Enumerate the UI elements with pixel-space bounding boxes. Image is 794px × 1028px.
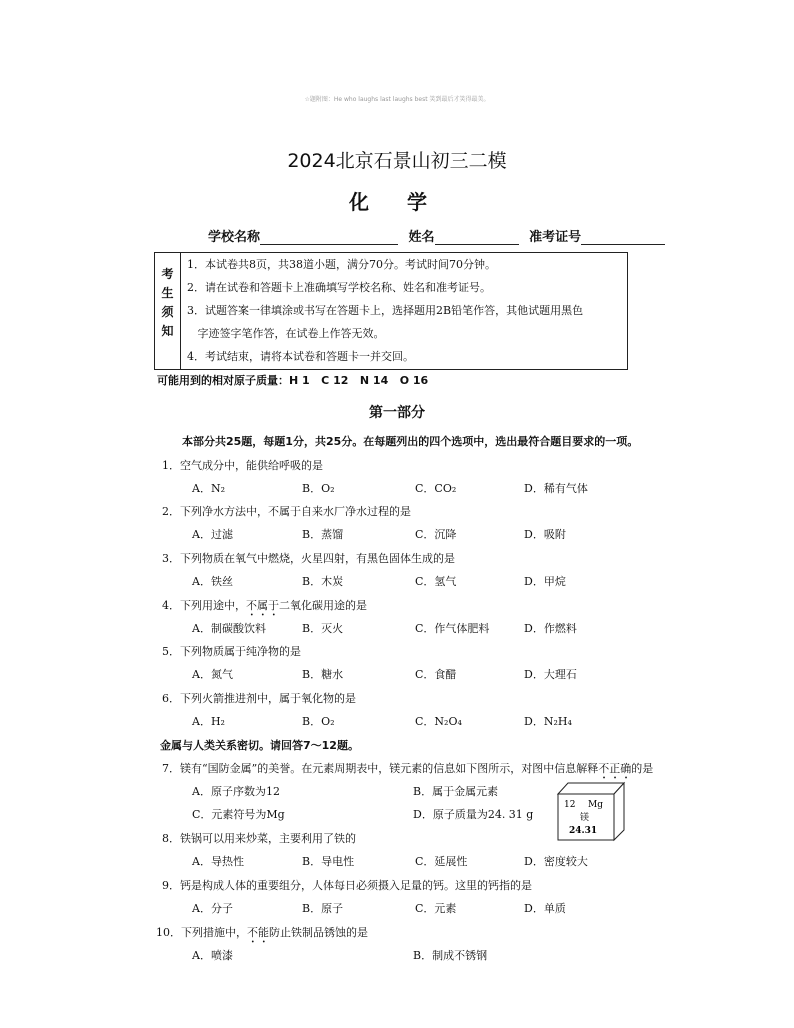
option-d: D．作燃料 bbox=[524, 622, 577, 635]
exam-title: 2024北京石景山初三二模 bbox=[287, 150, 507, 172]
question-stem: 2．下列净水方法中，不属于自来水厂净水过程的是 bbox=[162, 505, 411, 518]
magnesium-element-card bbox=[556, 780, 626, 842]
option-a: A．氮气 bbox=[192, 668, 233, 681]
question-stem bbox=[156, 924, 368, 946]
stem-text: 的是 bbox=[631, 762, 654, 775]
school-blank[interactable] bbox=[260, 230, 398, 245]
option-a: A．原子序数为12 bbox=[192, 785, 280, 798]
notice-line: 3．试题答案一律填涂或书写在答题卡上，选择题用2B铅笔作答，其他试题用黑色 bbox=[187, 304, 584, 317]
question-stem: 3．下列物质在氧气中燃烧，火星四射，有黑色固体生成的是 bbox=[162, 552, 455, 565]
stem-text: 防止铁制品锈蚀的是 bbox=[269, 926, 368, 939]
notice-header-char: 知 bbox=[161, 324, 174, 338]
notice-header bbox=[155, 253, 181, 369]
name-blank[interactable] bbox=[435, 230, 519, 245]
option-b: B．蒸馏 bbox=[302, 528, 344, 541]
element-name: 镁 bbox=[580, 813, 590, 823]
option-b: B．糖水 bbox=[302, 668, 344, 681]
option-a: A．制碳酸饮料 bbox=[192, 622, 266, 635]
option-a: A．N₂ bbox=[192, 482, 225, 495]
notice-line: 字迹签字笔作答，在试卷上作答无效。 bbox=[187, 327, 385, 340]
emphasis-text: 不能 bbox=[247, 926, 269, 939]
student-info-line bbox=[208, 226, 665, 245]
option-c: C．延展性 bbox=[415, 855, 468, 868]
question-stem bbox=[162, 597, 367, 619]
exam-number-label: 准考证号 bbox=[529, 230, 582, 245]
option-a: A．导热性 bbox=[192, 855, 244, 868]
stem-text: 二氧化碳用途的是 bbox=[279, 599, 367, 612]
element-symbol: Mg bbox=[588, 800, 603, 810]
option-c: C．作气体肥料 bbox=[415, 622, 490, 635]
candidate-notice-box bbox=[154, 252, 628, 370]
option-d: D．原子质量为24. 31 g bbox=[413, 808, 534, 821]
notice-header-char: 须 bbox=[161, 305, 174, 319]
option-c: C．N₂O₄ bbox=[415, 715, 462, 728]
notice-line: 4．考试结束，请将本试卷和答题卡一并交回。 bbox=[187, 350, 414, 363]
option-b: B．制成不锈钢 bbox=[413, 949, 488, 962]
option-c: C．沉降 bbox=[415, 528, 457, 541]
option-b: B．属于金属元素 bbox=[413, 785, 499, 798]
option-b: B．原子 bbox=[302, 902, 344, 915]
option-a: A．过滤 bbox=[192, 528, 233, 541]
name-label: 姓名 bbox=[408, 230, 435, 245]
question-stem: 6．下列火箭推进剂中，属于氧化物的是 bbox=[162, 692, 356, 705]
option-a: A．H₂ bbox=[192, 715, 225, 728]
option-a: A．分子 bbox=[192, 902, 233, 915]
option-b: B．O₂ bbox=[302, 715, 335, 728]
option-b: B．木炭 bbox=[302, 575, 344, 588]
option-d: D．N₂H₄ bbox=[524, 715, 572, 728]
option-a: A．铁丝 bbox=[192, 575, 233, 588]
stem-text: 7．镁有“国防金属”的美誉。在元素周期表中，镁元素的信息如下图所示，对图中信息解释 bbox=[162, 762, 599, 775]
stem-text: 4．下列用途中， bbox=[162, 599, 246, 612]
option-c: C．氢气 bbox=[415, 575, 457, 588]
notice-header-char: 生 bbox=[161, 286, 174, 300]
notice-line: 1．本试卷共8页，共38道小题，满分70分。考试时间70分钟。 bbox=[187, 258, 496, 271]
option-d: D．甲烷 bbox=[524, 575, 566, 588]
question-stem bbox=[162, 760, 653, 782]
question-stem: 8．铁锅可以用来炒菜，主要利用了铁的 bbox=[162, 832, 356, 845]
option-d: D．密度较大 bbox=[524, 855, 588, 868]
atomic-mass: 24.31 bbox=[569, 826, 598, 836]
option-d: D．吸附 bbox=[524, 528, 566, 541]
part-title: 第一部分 bbox=[369, 405, 425, 421]
option-c: C．食醋 bbox=[415, 668, 457, 681]
option-c: C．元素符号为Mg bbox=[192, 808, 285, 821]
atomic-masses: 可能用到的相对原子质量：H 1 C 12 N 14 O 16 bbox=[157, 374, 429, 387]
option-d: D．单质 bbox=[524, 902, 566, 915]
option-c: C．元素 bbox=[415, 902, 457, 915]
exam-number-blank[interactable] bbox=[581, 230, 665, 245]
part-intro: 本部分共25题，每题1分，共25分。在每题列出的四个选项中，选出最符合题目要求的一项。 bbox=[182, 435, 639, 448]
question-stem: 1．空气成分中，能供给呼吸的是 bbox=[162, 459, 323, 472]
group-intro: 金属与人类关系密切。请回答7～12题。 bbox=[160, 739, 359, 752]
option-b: B．灭火 bbox=[302, 622, 344, 635]
stem-text: 10．下列措施中， bbox=[156, 926, 247, 939]
subject-title: 化学 bbox=[349, 190, 465, 214]
question-stem: 9．钙是构成人体的重要组分，人体每日必须摄入足量的钙。这里的钙指的是 bbox=[162, 879, 532, 892]
watermark-text: ☆题附图：He who laughs last laughs best 笑到最后才笑得最美。 bbox=[304, 96, 490, 103]
notice-header-char: 考 bbox=[161, 267, 174, 281]
question-stem: 5．下列物质属于纯净物的是 bbox=[162, 645, 301, 658]
school-label: 学校名称 bbox=[208, 230, 261, 245]
option-d: D．稀有气体 bbox=[524, 482, 588, 495]
option-a: A．喷漆 bbox=[192, 949, 233, 962]
option-d: D．大理石 bbox=[524, 668, 577, 681]
option-b: B．O₂ bbox=[302, 482, 335, 495]
emphasis-text: 不正确 bbox=[598, 762, 632, 775]
emphasis-text: 不属于 bbox=[246, 599, 279, 612]
notice-line: 2．请在试卷和答题卡上准确填写学校名称、姓名和准考证号。 bbox=[187, 281, 491, 294]
notice-lines bbox=[187, 256, 623, 371]
option-b: B．导电性 bbox=[302, 855, 355, 868]
option-c: C．CO₂ bbox=[415, 482, 457, 495]
atomic-number: 12 bbox=[564, 800, 576, 810]
